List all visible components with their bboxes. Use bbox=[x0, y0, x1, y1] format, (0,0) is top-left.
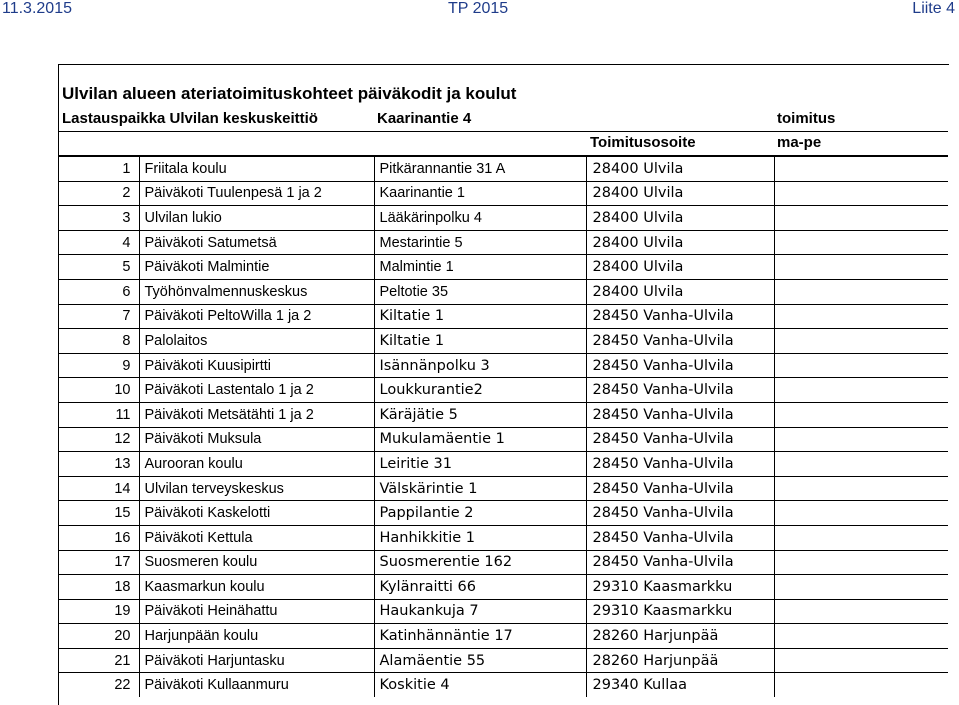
delivery-cell bbox=[774, 304, 948, 329]
row-number: 10 bbox=[59, 378, 139, 403]
delivery-cell bbox=[774, 255, 948, 280]
loading-place-label: Lastauspaikka Ulvilan keskuskeittiö bbox=[62, 110, 318, 127]
site-name: Päiväkoti PeltoWilla 1 ja 2 bbox=[139, 304, 374, 329]
postal-address: 28260 Harjunpää bbox=[586, 624, 774, 649]
column-header-row bbox=[59, 131, 948, 156]
site-name: Päiväkoti Harjuntasku bbox=[139, 648, 374, 673]
row-number: 19 bbox=[59, 599, 139, 624]
row-number: 20 bbox=[59, 624, 139, 649]
row-number: 22 bbox=[59, 673, 139, 697]
table-row bbox=[59, 279, 948, 304]
site-name: Päiväkoti Kettula bbox=[139, 525, 374, 550]
header-date: 11.3.2015 bbox=[2, 0, 72, 17]
street-address: Pitkärannantie 31 A bbox=[374, 157, 586, 182]
site-name: Päiväkoti Lastentalo 1 ja 2 bbox=[139, 378, 374, 403]
site-name: Palolaitos bbox=[139, 329, 374, 354]
street-address: Alamäentie 55 bbox=[374, 648, 586, 673]
street-address: Suosmerentie 162 bbox=[374, 550, 586, 575]
header-center: TP 2015 bbox=[448, 0, 509, 17]
delivery-cell bbox=[774, 525, 948, 550]
delivery-cell bbox=[774, 329, 948, 354]
row-number: 21 bbox=[59, 648, 139, 673]
delivery-header: toimitus bbox=[777, 110, 836, 127]
row-number: 9 bbox=[59, 353, 139, 378]
delivery-cell bbox=[774, 353, 948, 378]
street-address: Koskitie 4 bbox=[374, 673, 586, 697]
row-number: 11 bbox=[59, 402, 139, 427]
postal-address: 28450 Vanha-Ulvila bbox=[586, 304, 774, 329]
postal-address: 29340 Kullaa bbox=[586, 673, 774, 697]
page-header bbox=[0, 0, 959, 20]
delivery-table-body bbox=[59, 157, 948, 698]
site-name: Päiväkoti Tuulenpesä 1 ja 2 bbox=[139, 181, 374, 206]
table-row bbox=[59, 476, 948, 501]
street-address: Haukankuja 7 bbox=[374, 599, 586, 624]
table-row bbox=[59, 329, 948, 354]
subheader-row bbox=[59, 107, 948, 132]
street-address: Mukulamäentie 1 bbox=[374, 427, 586, 452]
street-address: Hanhikkitie 1 bbox=[374, 525, 586, 550]
delivery-cell bbox=[774, 181, 948, 206]
table-row bbox=[59, 452, 948, 477]
postal-address: 28400 Ulvila bbox=[586, 255, 774, 280]
row-number: 2 bbox=[59, 181, 139, 206]
table-row bbox=[59, 181, 948, 206]
delivery-cell bbox=[774, 673, 948, 697]
street-address: Isännänpolku 3 bbox=[374, 353, 586, 378]
row-number: 12 bbox=[59, 427, 139, 452]
table-row bbox=[59, 353, 948, 378]
table-row bbox=[59, 575, 948, 600]
table-row bbox=[59, 255, 948, 280]
row-number: 7 bbox=[59, 304, 139, 329]
delivery-cell bbox=[774, 575, 948, 600]
table-row bbox=[59, 501, 948, 526]
table-row bbox=[59, 304, 948, 329]
table-row bbox=[59, 648, 948, 673]
row-number: 16 bbox=[59, 525, 139, 550]
delivery-cell bbox=[774, 452, 948, 477]
street-address: Kylänraitti 66 bbox=[374, 575, 586, 600]
site-name: Harjunpään koulu bbox=[139, 624, 374, 649]
site-name: Työhönvalmennuskeskus bbox=[139, 279, 374, 304]
loading-place-address: Kaarinantie 4 bbox=[377, 110, 472, 127]
postal-address: 28450 Vanha-Ulvila bbox=[586, 452, 774, 477]
delivery-cell bbox=[774, 427, 948, 452]
delivery-cell bbox=[774, 599, 948, 624]
postal-address: 28450 Vanha-Ulvila bbox=[586, 353, 774, 378]
row-number: 15 bbox=[59, 501, 139, 526]
postal-address: 28400 Ulvila bbox=[586, 181, 774, 206]
postal-address: 28450 Vanha-Ulvila bbox=[586, 476, 774, 501]
site-name: Suosmeren koulu bbox=[139, 550, 374, 575]
street-address: Kaarinantie 1 bbox=[374, 181, 586, 206]
row-number: 6 bbox=[59, 279, 139, 304]
postal-address: 28400 Ulvila bbox=[586, 157, 774, 182]
delivery-cell bbox=[774, 279, 948, 304]
table-row bbox=[59, 599, 948, 624]
postal-address: 29310 Kaasmarkku bbox=[586, 599, 774, 624]
site-name: Päiväkoti Heinähattu bbox=[139, 599, 374, 624]
site-name: Kaasmarkun koulu bbox=[139, 575, 374, 600]
column-header-address: Toimitusosoite bbox=[590, 134, 696, 151]
table-row bbox=[59, 550, 948, 575]
table-row bbox=[59, 378, 948, 403]
postal-address: 28400 Ulvila bbox=[586, 279, 774, 304]
row-number: 14 bbox=[59, 476, 139, 501]
delivery-cell bbox=[774, 501, 948, 526]
street-address: Malmintie 1 bbox=[374, 255, 586, 280]
table-row bbox=[59, 230, 948, 255]
table-row bbox=[59, 157, 948, 182]
delivery-cell bbox=[774, 550, 948, 575]
row-number: 3 bbox=[59, 206, 139, 231]
delivery-cell bbox=[774, 402, 948, 427]
table-row bbox=[59, 624, 948, 649]
street-address: Loukkurantie2 bbox=[374, 378, 586, 403]
row-number: 17 bbox=[59, 550, 139, 575]
row-number: 8 bbox=[59, 329, 139, 354]
column-header-delivery: ma-pe bbox=[777, 134, 822, 151]
street-address: Pappilantie 2 bbox=[374, 501, 586, 526]
postal-address: 28450 Vanha-Ulvila bbox=[586, 378, 774, 403]
postal-address: 28450 Vanha-Ulvila bbox=[586, 550, 774, 575]
street-address: Kiltatie 1 bbox=[374, 304, 586, 329]
delivery-table bbox=[59, 156, 948, 697]
street-address: Peltotie 35 bbox=[374, 279, 586, 304]
site-name: Päiväkoti Kullaanmuru bbox=[139, 673, 374, 697]
site-name: Päiväkoti Kaskelotti bbox=[139, 501, 374, 526]
row-number: 18 bbox=[59, 575, 139, 600]
street-address: Mestarintie 5 bbox=[374, 230, 586, 255]
site-name: Friitala koulu bbox=[139, 157, 374, 182]
street-address: Kiltatie 1 bbox=[374, 329, 586, 354]
row-number: 1 bbox=[59, 157, 139, 182]
site-name: Päiväkoti Kuusipirtti bbox=[139, 353, 374, 378]
postal-address: 28400 Ulvila bbox=[586, 206, 774, 231]
site-name: Päiväkoti Metsätähti 1 ja 2 bbox=[139, 402, 374, 427]
header-attachment: Liite 4 bbox=[912, 0, 955, 17]
street-address: Katinhännäntie 17 bbox=[374, 624, 586, 649]
delivery-cell bbox=[774, 476, 948, 501]
site-name: Ulvilan terveyskeskus bbox=[139, 476, 374, 501]
table-row bbox=[59, 402, 948, 427]
site-name: Päiväkoti Muksula bbox=[139, 427, 374, 452]
delivery-cell bbox=[774, 206, 948, 231]
row-number: 13 bbox=[59, 452, 139, 477]
delivery-cell bbox=[774, 648, 948, 673]
delivery-cell bbox=[774, 378, 948, 403]
postal-address: 28260 Harjunpää bbox=[586, 648, 774, 673]
delivery-cell bbox=[774, 230, 948, 255]
postal-address: 29310 Kaasmarkku bbox=[586, 575, 774, 600]
site-name: Päiväkoti Malmintie bbox=[139, 255, 374, 280]
street-address: Lääkärinpolku 4 bbox=[374, 206, 586, 231]
page-title: Ulvilan alueen ateriatoimituskohteet päiväkodit ja koulut bbox=[62, 84, 517, 103]
postal-address: 28450 Vanha-Ulvila bbox=[586, 402, 774, 427]
street-address: Käräjätie 5 bbox=[374, 402, 586, 427]
table-row bbox=[59, 206, 948, 231]
postal-address: 28450 Vanha-Ulvila bbox=[586, 501, 774, 526]
postal-address: 28400 Ulvila bbox=[586, 230, 774, 255]
site-name: Ulvilan lukio bbox=[139, 206, 374, 231]
postal-address: 28450 Vanha-Ulvila bbox=[586, 525, 774, 550]
site-name: Päiväkoti Satumetsä bbox=[139, 230, 374, 255]
row-number: 5 bbox=[59, 255, 139, 280]
row-number: 4 bbox=[59, 230, 139, 255]
delivery-cell bbox=[774, 624, 948, 649]
postal-address: 28450 Vanha-Ulvila bbox=[586, 427, 774, 452]
table-row bbox=[59, 427, 948, 452]
street-address: Välskärintie 1 bbox=[374, 476, 586, 501]
postal-address: 28450 Vanha-Ulvila bbox=[586, 329, 774, 354]
street-address: Leiritie 31 bbox=[374, 452, 586, 477]
table-row bbox=[59, 673, 948, 697]
table-row bbox=[59, 525, 948, 550]
site-name: Aurooran koulu bbox=[139, 452, 374, 477]
delivery-cell bbox=[774, 157, 948, 182]
